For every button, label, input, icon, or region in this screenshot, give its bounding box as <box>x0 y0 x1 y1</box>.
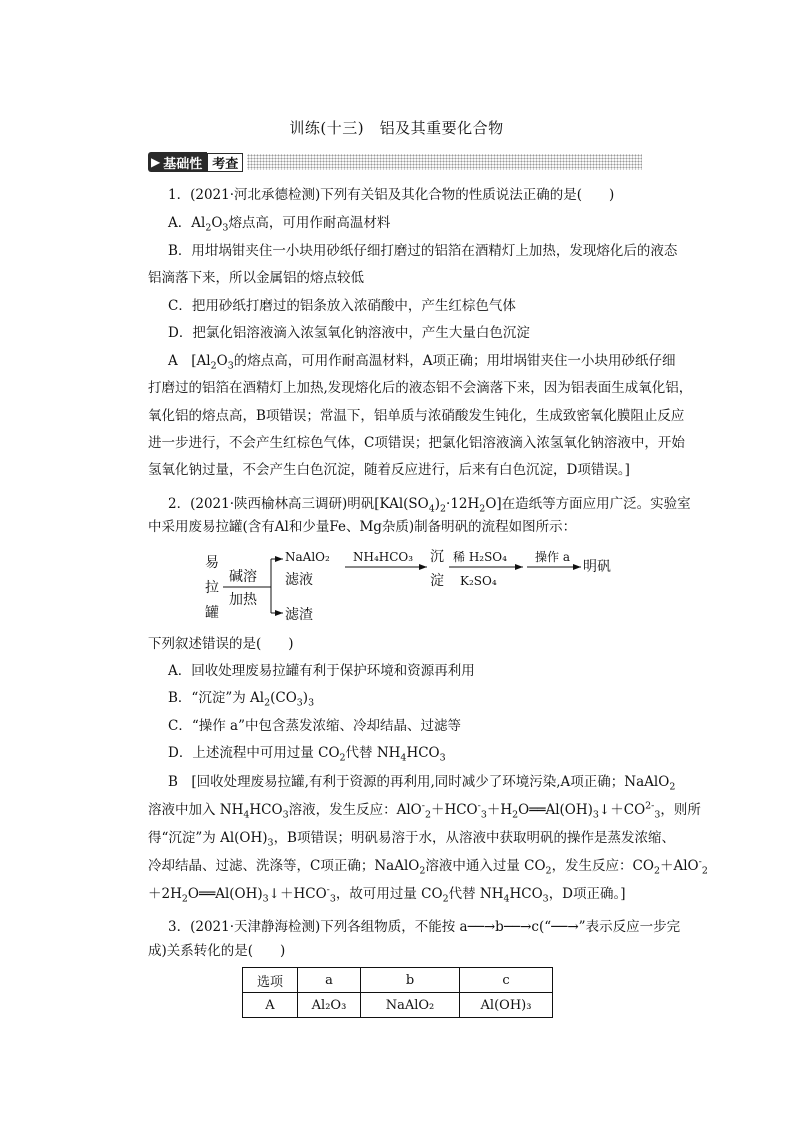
table-cell: Al(OH)₃ <box>460 993 553 1018</box>
q1-answer-line4: 进一步进行，不会产生红棕色气体，C项错误；把氯化铝溶液滴入浓氢氧化钠溶液中，开始 <box>148 435 685 451</box>
q3-stem-line1: 3．(2021·天津静海检测)下列各组物质，不能按 a──→b──→c(“──→”表示反应一步完 <box>168 919 681 935</box>
q2-answer-line5: $+2H_2O══Al(OH)_3↓+HCO^-_3$，故可用过量 $CO_2$代替 $NH_4HCO_3$，D项正确。] <box>148 884 626 905</box>
q1-answer-line3: 氧化铝的熔点高，B项错误；常温下，铝单质与浓硝酸发生钝化，生成致密氧化膜阻止反应 <box>148 408 685 424</box>
table-header-row <box>243 968 553 993</box>
table-row <box>243 993 553 1018</box>
flow-reagent3-top: 稀 H₂SO₄ <box>453 550 507 564</box>
q1-option-d: D．把氯化铝溶液滴入浓氢氧化钠溶液中，产生大量白色沉淀 <box>168 325 530 341</box>
q2-option-d: D．上述流程中可用过量 $CO_2$代替 $NH_4HCO_3$ <box>168 745 446 764</box>
q2-stem-line2: 中采用废易拉罐(含有Al和少量Fe、Mg杂质)制备明矾的流程如图所示： <box>148 519 577 535</box>
dotted-bar <box>247 154 642 170</box>
section-badge <box>148 151 642 173</box>
table-header-cell: a <box>298 968 361 993</box>
flow-reagent2: NH₄HCO₃ <box>353 550 414 564</box>
flow-residue: 滤渣 <box>285 607 313 623</box>
table-header-cell: 选项 <box>243 968 298 993</box>
flow-precip-2: 淀 <box>430 573 444 589</box>
q2-answer-line4: 冷却结晶、过滤、洗涤等，C项正确；NaAlO$_2$溶液中通入过量 $CO_2$，发生反应：$CO_2+AlO^-_2$ <box>148 856 708 877</box>
q2-stem-line1: 2．(2021·陕西榆林高三调研)明矾$[KAl(SO_4)_2\cdot 12H_2O]$在造纸等方面应用广泛。实验室 <box>168 496 691 515</box>
table-cell: A <box>243 993 298 1018</box>
q2-answer-line1: B [回收处理废易拉罐,有利于资源的再利用,同时减少了环境污染,A项正确；NaAlO$_2$ <box>168 774 676 793</box>
flow-precip-1: 沉 <box>430 549 444 565</box>
flow-start-3: 罐 <box>205 605 219 621</box>
table-cell: NaAlO₂ <box>361 993 460 1018</box>
play-icon: ▶ <box>151 155 161 169</box>
q1-answer-line5: 氢氧化钠过量，不会产生白色沉淀，随着反应进行，后来有白色沉淀，D项错误。] <box>148 462 630 478</box>
flow-start-1: 易 <box>205 555 219 571</box>
q1-stem: 1．(2021·河北承德检测)下列有关铝及其化合物的性质说法正确的是( ) <box>168 187 615 203</box>
badge-right-label: 考查 <box>207 153 243 172</box>
table-header-cell: b <box>361 968 460 993</box>
q2-ask: 下列叙述错误的是( ) <box>148 636 294 652</box>
q2-option-a: A．回收处理废易拉罐有利于保护环境和资源再利用 <box>168 663 475 679</box>
q2-option-b: B．“沉淀”为 $Al_2(CO_3)_3$ <box>168 690 315 709</box>
flow-step1-bot: 加热 <box>229 592 257 608</box>
flow-step1-top: 碱溶 <box>229 569 257 585</box>
flow-filtrate: 滤液 <box>285 572 313 588</box>
flow-reagent3-bot: K₂SO₄ <box>460 574 497 588</box>
q1-option-b-line2: 铝滴落下来，所以金属铝的熔点较低 <box>148 270 364 286</box>
q1-answer-line1: A [$Al_2O_3$的熔点高，可用作耐高温材料，A项正确；用坩埚钳夹住一小块用砂纸仔细 <box>168 353 676 372</box>
table-cell: Al₂O₃ <box>298 993 361 1018</box>
flow-op-a: 操作 a <box>535 550 570 564</box>
q2-answer-line2: 溶液中加入 $NH_4HCO_3$溶液，发生反应：$AlO^-_2+HCO^-_3+H_2O══Al(OH)_3↓+CO^{2-}_3$，则所 <box>148 800 701 821</box>
flow-product: 明矾 <box>583 559 611 575</box>
process-flow-diagram <box>205 547 625 625</box>
flow-start-2: 拉 <box>205 580 219 596</box>
q2-option-c: C．“操作 a”中包含蒸发浓缩、冷却结晶、过滤等 <box>168 718 461 734</box>
q1-option-a: A．$Al_2O_3$熔点高，可用作耐高温材料 <box>168 215 391 234</box>
q2-answer-line3: 得“沉淀”为 $Al(OH)_3$，B项错误；明矾易溶于水，从溶液中获取明矾的操作是蒸发浓缩、 <box>148 830 675 849</box>
badge-left-label: 基础性 <box>163 156 203 172</box>
q3-stem-line2: 成)关系转化的是( ) <box>148 943 286 959</box>
q1-option-b-line1: B．用坩埚钳夹住一小块用砂纸仔细打磨过的铝箔在酒精灯上加热，发现熔化后的液态 <box>168 243 678 259</box>
table-header-cell: c <box>460 968 553 993</box>
q1-option-c: C．把用砂纸打磨过的铝条放入浓硝酸中，产生红棕色气体 <box>168 298 516 314</box>
q3-table <box>242 967 553 1018</box>
flow-naalo2: NaAlO₂ <box>285 550 330 564</box>
page-title: 训练(十三) 铝及其重要化合物 <box>289 119 504 137</box>
q1-answer-line2: 打磨过的铝箔在酒精灯上加热,发现熔化后的液态铝不会滴落下来，因为铝表面生成氧化铝， <box>148 380 693 396</box>
